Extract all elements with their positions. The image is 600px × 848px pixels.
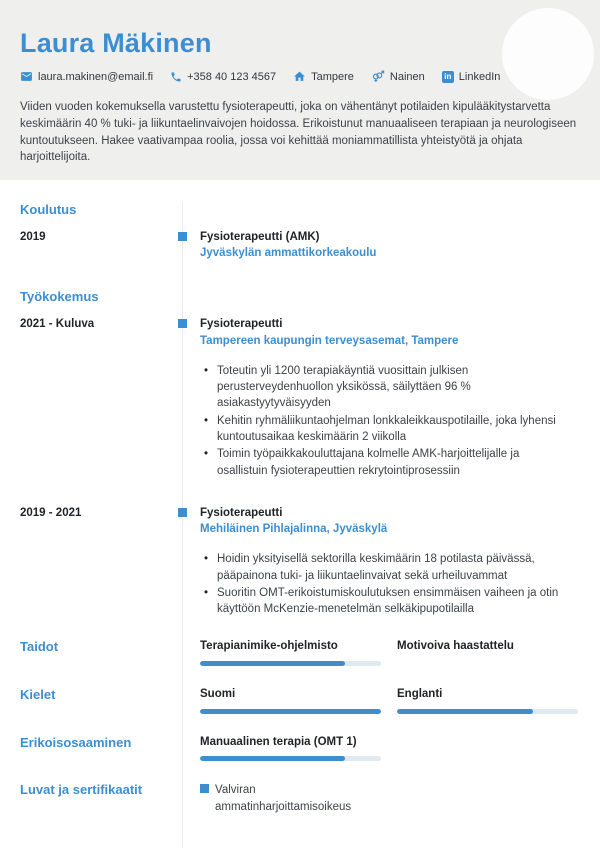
experience-heading: Työkokemus [20,289,99,305]
gender-icon [371,70,385,83]
experience-1-bullets [200,363,570,479]
license-item [200,782,368,815]
bullet-item: • Hoidin yksityisellä sektorilla keskimäärin 18 potilasta päivässä, pääpainona tuki- ja liikuntaelinvaivat sekä urheiluvammat [200,551,570,584]
skill-label: Terapianimike-ohjelmisto [200,639,338,652]
contact-location[interactable] [293,70,354,83]
section-skills [0,639,600,666]
specialties-heading: Erikoisosaaminen [20,734,132,750]
experience-1-title: Fysioterapeutti [200,318,283,331]
skill-item [397,639,578,666]
section-experience [0,289,600,304]
candidate-name: Laura Mäkinen [20,28,212,58]
languages-heading: Kielet [20,686,56,702]
licenses-heading: Luvat ja sertifikaatit [20,782,143,798]
specialty-label: Manuaalinen terapia (OMT 1) [200,735,357,748]
education-entry [0,230,600,261]
education-heading: Koulutus [20,202,77,217]
experience-2-date: 2019 - 2021 [20,506,82,519]
contact-row [20,70,580,83]
entry-marker-icon [200,784,209,793]
education-school: Jyväskylän ammattikorkeakoulu [200,247,377,260]
language-bar-fill [397,709,533,714]
language-bar [397,709,578,714]
language-label: Suomi [200,687,236,700]
language-bar-fill [200,709,381,714]
experience-2-bullets [200,551,570,617]
specialty-item [200,735,381,762]
contact-linkedin[interactable] [442,71,501,83]
experience-entry-1 [0,317,600,480]
experience-2-company: Mehiläinen Pihlajalinna, Jyväskylä [200,523,388,536]
experience-1-company: Tampereen kaupungin terveysasemat, Tampere [200,334,459,347]
license-text: Valviran ammatinharjoittamisoikeus [215,784,352,814]
linkedin-icon: in [442,71,454,83]
skill-bar-fill [200,661,345,666]
profile-photo-placeholder [502,8,594,100]
section-education [0,202,600,217]
contact-linkedin-text: LinkedIn [458,70,501,83]
skill-label: Motivoiva haastattelu [397,639,514,652]
home-icon [293,70,306,83]
skill-bar [200,661,381,666]
specialty-bar [200,756,381,761]
skill-item [200,639,381,666]
education-title: Fysioterapeutti (AMK) [200,231,320,243]
profile-summary: Viiden vuoden kokemuksella varustettu fysioterapeutti, joka on vähentänyt potilaiden kipulääkitystarvetta keskimäärin 40 % tuki- ja liikuntaelinvaivojen hoidossa. Erikoistunut manuaaliseen terapiaan ja neurologiseen kuntoutukseen. Hakee vaativampaa roolia, jossa voi kehittää moniammatillista yhteistyötä ja ohjata harjoittelijoita. [20,101,577,164]
contact-phone-text: +358 40 123 4567 [187,70,277,83]
bullet-item: • Toimin työpaikkakouluttajana kolmelle AMK-harjoittelijalle ja osallistuin fysioterapeuttien rekrytointiprosessiin [200,446,570,479]
bullet-item: • Toteutin yli 1200 terapiakäyntiä vuosittain julkisen perusterveydenhuollon yksikössä, säilyttäen 96 % asiakastyytyväisyyden [200,363,570,412]
section-licenses [0,782,600,815]
bullet-item: • Kehitin ryhmäliikuntaohjelman lonkkaleikkauspotilaille, joka lyhensi kuntoutusaikaa keskimäärin 2 viikolla [200,413,570,446]
contact-gender[interactable] [371,70,425,83]
header [0,0,600,180]
email-icon [20,70,33,83]
phone-icon [170,71,182,83]
language-item [200,687,381,714]
skills-heading: Taidot [20,638,59,654]
entry-marker-icon [178,232,187,241]
entry-marker-icon [178,319,187,328]
bullet-item: • Suoritin OMT-erikoistumiskoulutuksen ensimmäisen vaiheen ja otin käyttöön McKenzie-menetelmän selkäkipupotilailla [200,585,570,618]
experience-entry-2 [0,506,600,619]
experience-2-title: Fysioterapeutti [200,506,283,519]
contact-email[interactable] [20,70,153,83]
contact-email-text: laura.makinen@email.fi [38,70,154,83]
experience-1-date: 2021 - Kuluva [20,318,95,331]
contact-location-text: Tampere [311,70,354,83]
resume-body [0,202,600,848]
contact-gender-text: Nainen [389,70,425,83]
contact-phone[interactable] [170,71,276,83]
entry-marker-icon [178,508,187,517]
education-date: 2019 [20,231,46,243]
language-bar [200,709,381,714]
section-languages [0,687,600,714]
section-specialties [0,735,600,762]
specialty-bar-fill [200,756,345,761]
language-label: Englanti [397,687,443,700]
language-item [397,687,578,714]
